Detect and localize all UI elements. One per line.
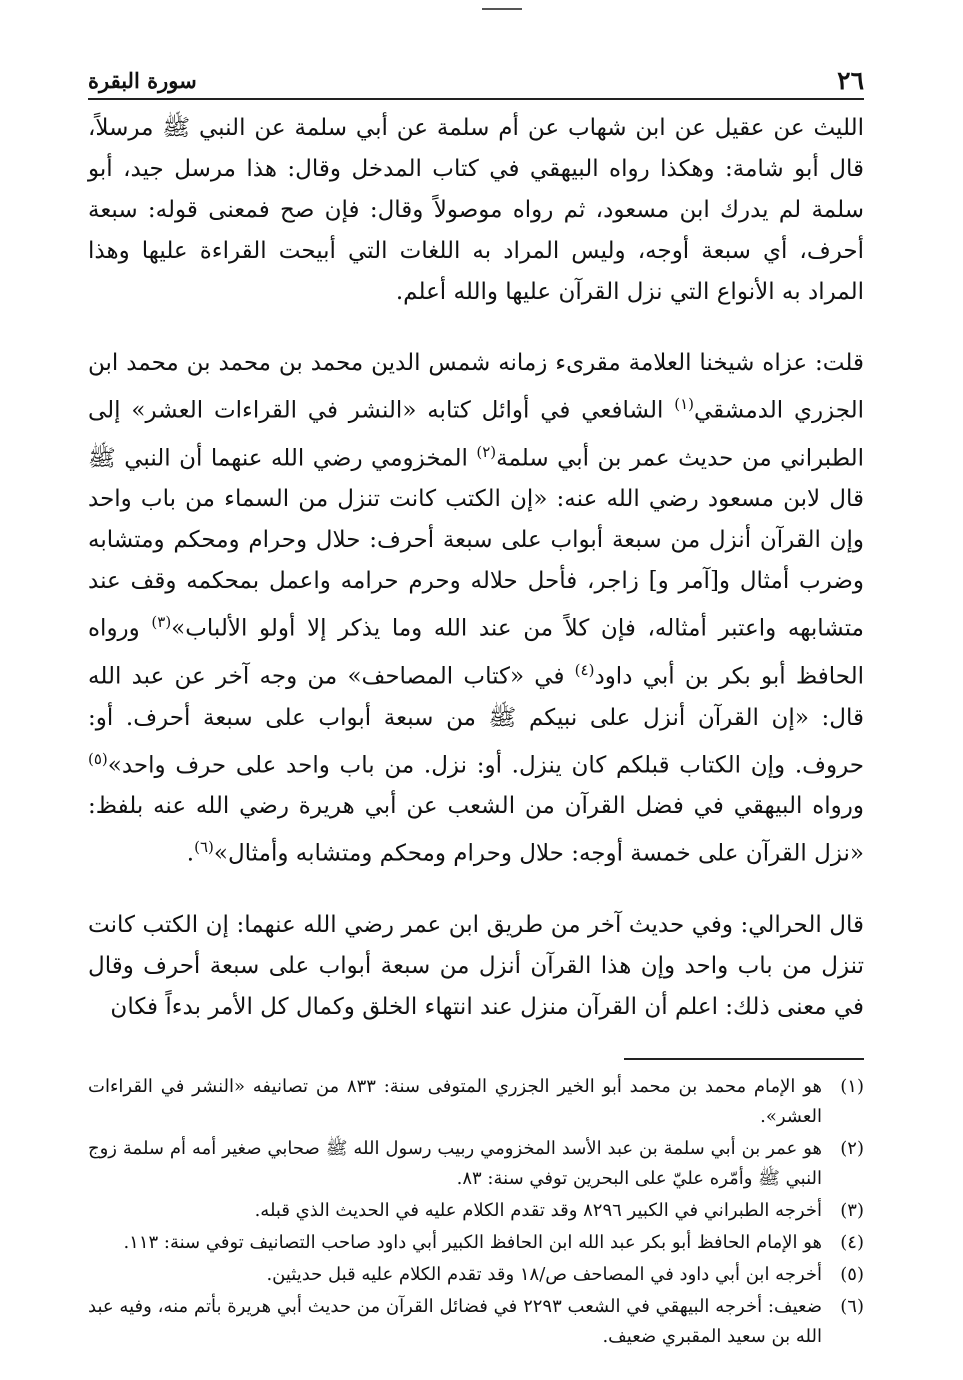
paragraph — [88, 108, 864, 313]
footnote — [88, 1292, 864, 1352]
text-segment: ورواه البيهقي في فضل القرآن من الشعب عن أبي هريرة رضي الله عنه بلفظ: «نزل القرآن على خمسة أوجه: حلال وحرام ومحكم ومتشابه وأمثال» — [88, 793, 864, 867]
text-segment: المخزومي رضي الله عنهما أن النبي ﷺ قال لابن مسعود رضي الله عنه: «إن الكتب كانت تنزل من السماء من باب واحد وإن القرآن أنزل من سبعة أبواب على سبعة أحرف: حلال وحرام ومحكم ومتشابه وضرب أمثال و[آمر و] زاجر، فأحل حلاله وحرم حرامه واعمل بمحكمه وقف عند متشابهه واعتبر أمثاله، فإن كلاً من عند الله وما يذكر إلا أولو الألباب» — [88, 445, 865, 642]
footnote — [88, 1196, 864, 1226]
footnote — [88, 1260, 864, 1290]
footnote-number: (٤) — [840, 1231, 864, 1253]
footnote-text: هو الإمام الحافظ أبو بكر عبد الله ابن الحافظ الكبير أبي داود صاحب التصانيف توفي سنة: ١١٣. — [123, 1231, 822, 1253]
main-text — [88, 100, 864, 1028]
text-segment: . — [186, 840, 195, 867]
text-segment: الليث عن عقيل عن ابن شهاب عن أم سلمة عن أبي سلمة عن النبي ﷺ مرسلاً، قال أبو شامة: وهكذا رواه البيهقي في كتاب المدخل وقال: هذا مرسل جيد، أبو سلمة لم يدرك ابن مسعود، ثم رواه موصولاً وقال: فإن صح فمعنى قوله: سبعة أحرف، أي سبعة أوجه، وليس المراد به اللغات التي أبيحت القراءة عليها وهذا المراد به الأنواع التي نزل القرآن عليها والله أعلم. — [88, 115, 864, 305]
footnote-text: أخرجه ابن أبي داود في المصاحف ص/١٨ وقد تقدم الكلام عليه قبل حديثين. — [266, 1263, 822, 1285]
footnote-number: (٥) — [840, 1263, 864, 1285]
text-segment: قال الحرالي: وفي حديث آخر من طريق ابن عمر رضي الله عنهما: إن الكتب كانت تنزل من باب واحد وإن هذا القرآن أنزل من سبعة أبواب على سبعة أحرف وقال في معنى ذلك: اعلم أن القرآن منزل عند انتهاء الخلق وكمال كل الأمر بدءاً فكان — [88, 911, 864, 1020]
footnote-ref[interactable]: (١) — [674, 395, 694, 413]
footnote-ref[interactable]: (٤) — [574, 660, 595, 679]
paragraph — [88, 343, 864, 875]
text-segment: في «كتاب المصاحف» من وجه آخر عن عبد الله قال: «إن القرآن أنزل على نبيكم ﷺ من سبعة أبواب على سبعة أحرف. أو: حروف. وإن الكتاب قبلكم كان ينزل. أو: نزل. من باب واحد على حرف واحد» — [88, 663, 864, 779]
running-title: سورة البقرة — [88, 68, 197, 93]
footnote-text: هو عمر بن أبي سلمة بن عبد الأسد المخزومي ربيب رسول الله ﷺ صحابي صغير أمه أم سلمة زوج النبي ﷺ وأمّره عليّ على البحرين توفي سنة: ٨٣. — [88, 1137, 822, 1189]
footnote-number: (٢) — [840, 1137, 864, 1159]
footnote-text: ضعيف: أخرجه البيهقي في الشعب ٢٢٩٣ في فضائل القرآن من حديث أبي هريرة بأتم منه، وفيه عبد الله بن سعيد المقبري ضعيف. — [88, 1295, 822, 1347]
footnote-ref[interactable]: (٥) — [88, 749, 108, 768]
text-segment: الشافعي في أوائل كتابه «النشر في القراءات العشر» إلى الطبراني من حديث عمر بن أبي سلمة — [88, 397, 864, 472]
footnote-separator — [624, 1058, 864, 1060]
text-segment: قلت: عزاه شيخنا العلامة مقرىء زمانه شمس الدين محمد بن محمد بن محمد ابن الجزري الدمشقي — [88, 350, 864, 424]
footnote-text: أخرجه الطبراني في الكبير ٨٢٩٦ وقد تقدم الكلام عليه في الحديث الذي قبله. — [254, 1199, 822, 1221]
page-number: ٢٦ — [837, 66, 864, 95]
footnote — [88, 1134, 864, 1194]
footnote — [88, 1072, 864, 1132]
footnote-number: (١) — [840, 1075, 864, 1097]
text-segment: ورواه الحافظ أبو بكر بن أبي داود — [88, 615, 864, 690]
footnote-ref[interactable]: (٦) — [194, 838, 214, 857]
page-header — [88, 58, 864, 100]
top-mark-line — [482, 8, 522, 10]
footnote-text: هو الإمام محمد بن محمد أبو الخير الجزري المتوفى سنة: ٨٣٣ من تصانيفه «النشر في القراءات العشر». — [88, 1075, 822, 1127]
footnotes — [88, 1072, 864, 1352]
page — [88, 58, 864, 1354]
footnote — [88, 1228, 864, 1258]
footnote-number: (٣) — [840, 1199, 864, 1221]
footnote-number: (٦) — [840, 1295, 864, 1317]
paragraph — [88, 905, 864, 1028]
footnote-ref[interactable]: (٣) — [151, 613, 172, 632]
footnote-ref[interactable]: (٢) — [476, 442, 497, 461]
